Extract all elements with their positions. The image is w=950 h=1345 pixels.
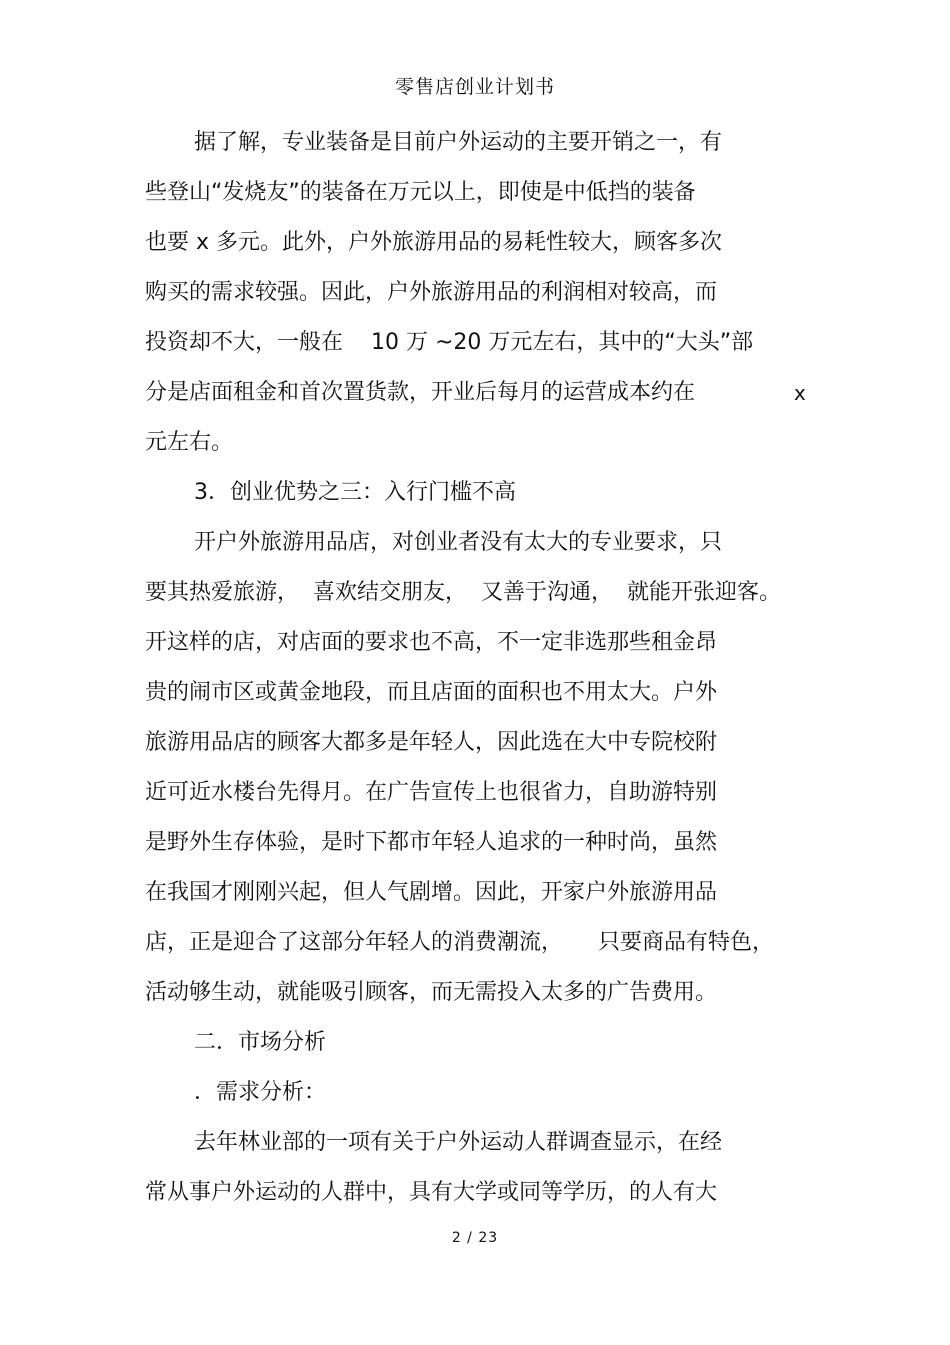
paragraph-line: 投资却不大，一般在 10 万 ~20 万元左右，其中的“大头”部	[145, 330, 754, 355]
paragraph-line: 近可近水楼台先得月。在广告宣传上也很省力，自助游特别	[145, 780, 718, 805]
paragraph-line: 据了解，专业装备是目前户外运动的主要开销之一，有	[194, 130, 723, 155]
page-title: 零售店创业计划书	[394, 76, 555, 98]
section-heading: 3．创业优势之三：入行门槛不高	[194, 480, 516, 505]
paragraph-line: 常从事户外运动的人群中，具有大学或同等学历，的人有大	[145, 1180, 718, 1205]
paragraph-line: 开户外旅游用品店，对创业者没有太大的专业要求，只	[194, 530, 723, 555]
paragraph-line: 些登山“发烧友”的装备在万元以上，即使是中低挡的装备	[145, 180, 696, 205]
paragraph-line: 开这样的店，对店面的要求也不高，不一定非选那些租金昂	[145, 630, 718, 655]
paragraph-line: 分是店面租金和首次置货款，开业后每月的运营成本约在	[145, 380, 696, 405]
page-number: 2 / 23	[451, 1230, 499, 1246]
paragraph-line: 去年林业部的一项有关于户外运动人群调查显示，在经	[194, 1130, 723, 1155]
subsection-heading: ．需求分析：	[194, 1080, 327, 1105]
paragraph-line: 元左右。	[145, 430, 234, 455]
paragraph-line: 购买的需求较强。因此，户外旅游用品的利润相对较高，而	[145, 280, 718, 305]
paragraph-line: 旅游用品店的顾客大都多是年轻人，因此选在大中专院校附	[145, 730, 718, 755]
section-heading: 二．市场分析	[194, 1030, 327, 1055]
paragraph-line: 店，正是迎合了这部分年轻人的消费潮流， 只要商品有特色，	[145, 930, 774, 955]
paragraph-line: 也要 x 多元。此外，户外旅游用品的易耗性较大，顾客多次	[145, 230, 723, 255]
placeholder-x: x	[794, 381, 806, 405]
paragraph-line: 在我国才刚刚兴起，但人气剧增。因此，开家户外旅游用品	[145, 880, 718, 905]
paragraph-line: 要其热爱旅游， 喜欢结交朋友， 又善于沟通， 就能开张迎客。	[145, 580, 781, 605]
paragraph-line: 是野外生存体验，是时下都市年轻人追求的一种时尚，虽然	[145, 830, 718, 855]
paragraph-line: 贵的闹市区或黄金地段，而且店面的面积也不用太大。户外	[145, 680, 718, 705]
paragraph-line: 活动够生动，就能吸引顾客，而无需投入太多的广告费用。	[145, 980, 718, 1005]
